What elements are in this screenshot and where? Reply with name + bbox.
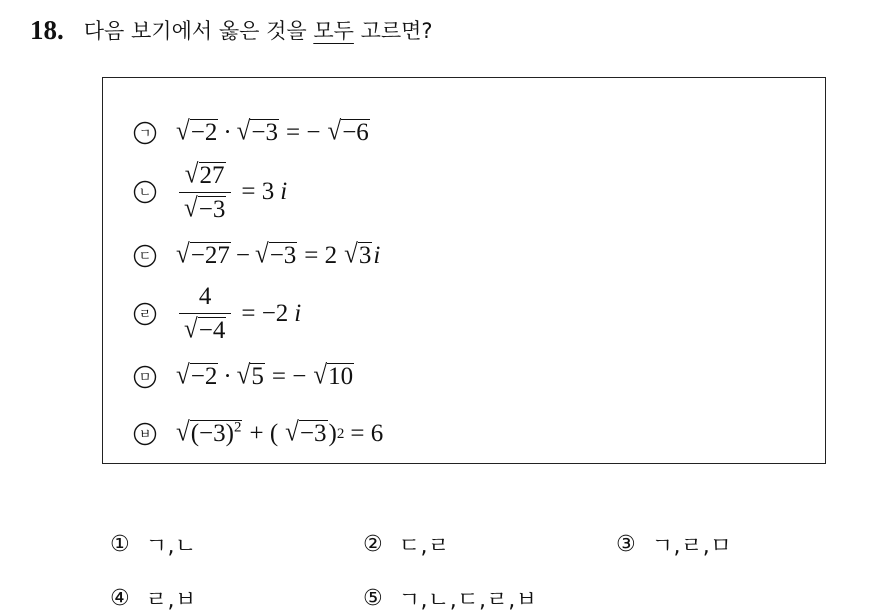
statement-math-4: 4 √ −4 = −2 i [175, 283, 301, 344]
radical: √ −6 [327, 117, 369, 147]
marker-bieup-icon [133, 422, 157, 446]
choice-number: ④ [110, 585, 130, 611]
svg-text:ㅁ: ㅁ [138, 370, 152, 386]
choice-2[interactable] [363, 528, 450, 560]
statement-box [102, 77, 826, 464]
choice-4[interactable] [110, 582, 197, 614]
statement-item-5 [133, 349, 355, 405]
svg-text:ㄹ: ㄹ [138, 307, 152, 323]
choice-text: ㄷ,ㄹ [398, 533, 450, 559]
marker-mieum-icon [133, 365, 157, 389]
choice-number: ③ [616, 531, 636, 557]
statement-math-2: √ 27 √ −3 = 3 i [175, 161, 287, 223]
radical: √ −3 [285, 418, 327, 448]
radical: √ 5 [236, 361, 264, 391]
radical: √ 3 [344, 240, 372, 270]
statement-math-6: √ $(-3)^2$ + ( √ −3 ) 2 = 6 [176, 418, 384, 448]
question-prefix: 다음 보기에서 옳은 것을 [83, 19, 314, 43]
radical: √ 10 [313, 361, 354, 391]
statement-math-1: √ −2 · √ −3 = − √ −6 [176, 117, 369, 147]
statement-item-6 [133, 406, 389, 462]
marker-nieun-icon [133, 180, 157, 204]
statement-math-3: √ −27 − √ −3 = 2 √ 3 i [176, 240, 381, 270]
question-header [30, 12, 433, 48]
choice-5[interactable] [363, 582, 537, 614]
statement-item-4 [133, 283, 301, 345]
statement-item-2 [133, 161, 287, 223]
question-number: 18. [30, 14, 64, 45]
radical: √ $(-3)^2$ [176, 418, 242, 448]
choice-text: ㄱ,ㄴ [145, 533, 197, 559]
svg-text:ㄱ: ㄱ [138, 126, 152, 142]
statement-math-5: √ −2 · √ 5 = − √ 10 [176, 361, 354, 391]
choice-number: ⑤ [363, 585, 383, 611]
fraction: √ 27 √ −3 [179, 161, 231, 223]
radical: √ −3 [254, 240, 297, 270]
question-emphasis: 모두 [313, 19, 354, 43]
choice-number: ① [110, 531, 130, 557]
choice-text: ㄹ,ㅂ [145, 587, 197, 613]
radical: √ −27 [176, 240, 230, 270]
statement-item-3 [133, 228, 380, 284]
svg-text:ㄷ: ㄷ [138, 249, 152, 265]
radical: √ −3 [236, 117, 279, 147]
radical: √ −2 [176, 117, 218, 147]
radical: √ −2 [176, 361, 218, 391]
statement-item-1 [133, 105, 371, 161]
choice-1[interactable] [110, 528, 197, 560]
marker-giyeok-icon [133, 121, 157, 145]
svg-text:ㄴ: ㄴ [138, 185, 152, 201]
choice-number: ② [363, 531, 383, 557]
marker-rieul-icon [133, 302, 157, 326]
choice-text: ㄱ,ㄴ,ㄷ,ㄹ,ㅂ [398, 587, 538, 613]
marker-digeut-icon [133, 244, 157, 268]
choice-3[interactable] [616, 528, 732, 560]
fraction: 4 √ −4 [179, 283, 231, 344]
question-text [84, 15, 433, 45]
choice-text: ㄱ,ㄹ,ㅁ [651, 533, 732, 559]
svg-text:ㅂ: ㅂ [138, 427, 152, 443]
question-suffix: 고르면? [353, 19, 433, 43]
